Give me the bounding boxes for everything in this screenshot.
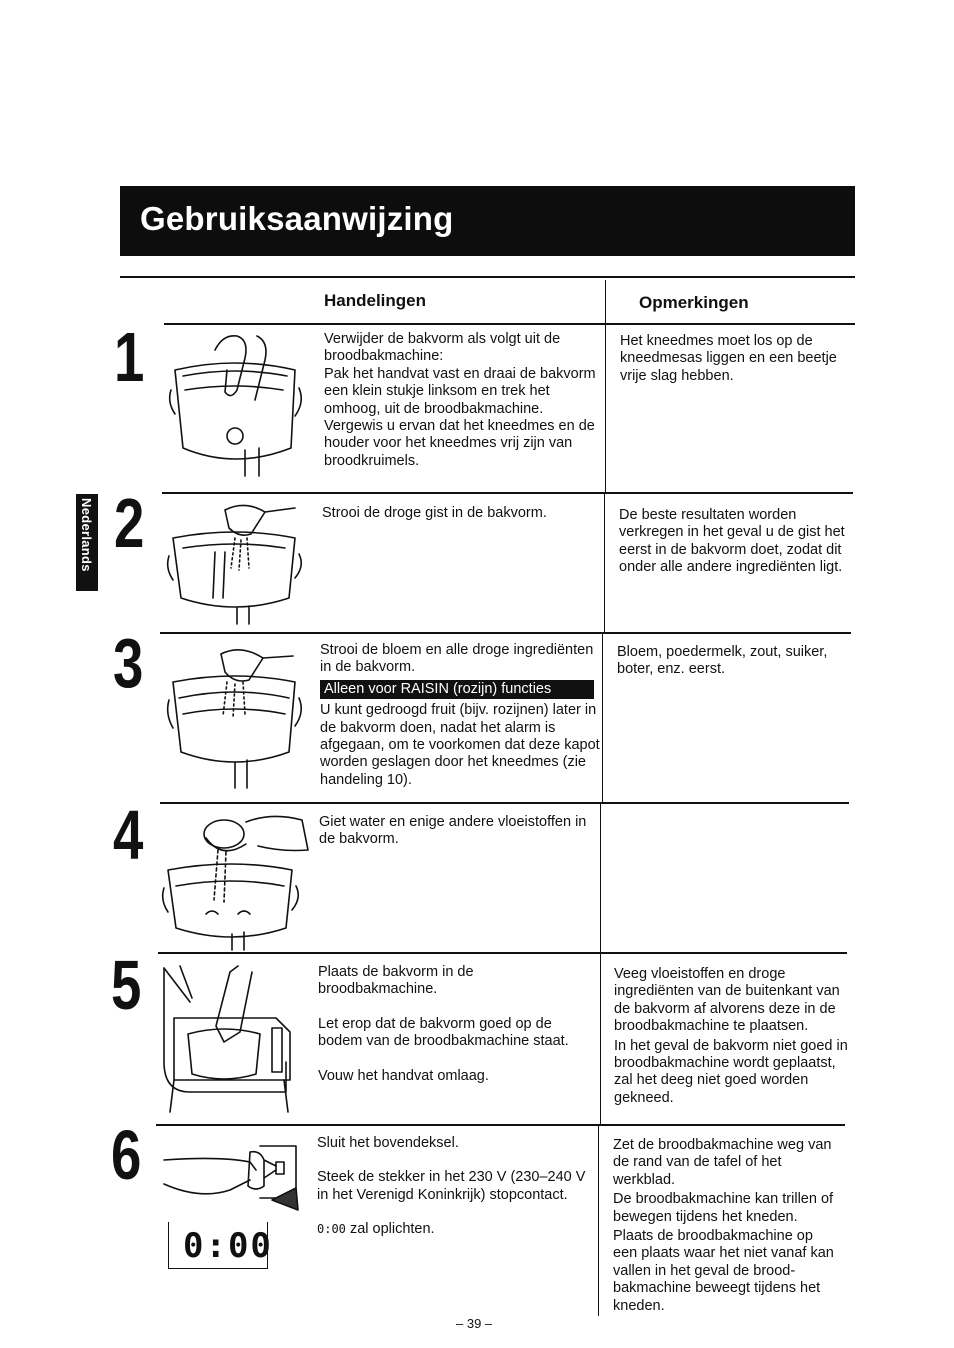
- note-text: Bloem, poedermelk, zout, suiker, boter, enz. eerst.: [617, 644, 828, 678]
- note-text: In het geval de bakvorm niet goed in broodbakmachine wordt geplaatst, zal het deeg niet goed worden gekneed.: [614, 1037, 848, 1106]
- step-5-action: [318, 964, 596, 1085]
- column-divider: [598, 1126, 599, 1316]
- display-readout: [168, 1222, 273, 1269]
- language-tab: [76, 494, 98, 591]
- title-bar: [120, 186, 855, 256]
- yeast-pour-icon: [165, 498, 305, 626]
- header-rule: [120, 276, 855, 278]
- step-number: 6: [111, 1116, 142, 1194]
- note-text: De broodbakmachine kan trillen of bewegen tijdens het kneden.: [613, 1191, 834, 1225]
- column-divider: [600, 954, 601, 1126]
- step-1-action: [324, 331, 602, 470]
- action-text: Strooi de droge gist in de bakvorm.: [322, 505, 547, 521]
- action-text: Strooi de bloem en alle droge ingrediënten in de bakvorm.: [320, 642, 594, 676]
- bread-pan-lift-icon: [165, 330, 305, 480]
- action-text: Plaats de bakvorm in de broodbakmachine.: [318, 964, 474, 998]
- column-divider: [605, 280, 606, 494]
- plug-socket-icon: [160, 1140, 300, 1220]
- step-4-action: [319, 814, 597, 849]
- note-text: De beste resultaten worden verkregen in het geval u de gist het eerst in de bakvorm doet, zodat dit onder alle andere ingrediënten ligt.: [619, 507, 845, 576]
- water-pour-icon: [162, 810, 312, 950]
- display-readout-small: 0:00: [317, 1222, 346, 1237]
- pan-insert-icon: [160, 962, 300, 1114]
- step-6-note: [613, 1137, 839, 1315]
- step-2-note: [619, 507, 845, 577]
- page-number: – 39 –: [456, 1316, 493, 1331]
- action-text: Vouw het handvat omlaag.: [318, 1067, 489, 1084]
- step-6-action: [317, 1135, 595, 1239]
- flour-pour-icon: [165, 642, 305, 792]
- step-number: 1: [114, 318, 145, 396]
- note-text: Het kneedmes moet los op de kneedmesas liggen en een beetje vrije slag hebben.: [620, 333, 837, 384]
- action-text: Sluit het bovendeksel.: [317, 1135, 459, 1151]
- step-rule-2: [162, 492, 853, 494]
- note-text: Veeg vloeistoffen en droge ingrediënten van de buitenkant van de bakvorm af alvorens deze in de broodbakmachine te plaatsen.: [614, 966, 840, 1035]
- page-title: Gebruiksaanwijzing: [140, 200, 454, 237]
- action-text: U kunt gedroogd fruit (bijv. rozijnen) later in de bakvorm doen, nadat het alarm is afgegaan, om te voorkomen dat deze kapot worden geslagen door het kneedmes (zie handeling 10).: [320, 702, 600, 788]
- step-rule-5: [158, 952, 847, 954]
- step-1-note: [620, 333, 842, 385]
- step-rule-3: [160, 632, 851, 634]
- action-text: Let erop dat de bakvorm goed op de bodem van de broodbakmachine staat.: [318, 1015, 569, 1050]
- step-5-note: [614, 966, 854, 1107]
- note-text: Plaats de broodbakmachine op een plaats waar het niet vanaf kan vallen in het geval de brood-bakmachine beweegt tijdens het kneden.: [613, 1228, 834, 1314]
- step-number: 2: [114, 484, 145, 562]
- display-caption-line: [317, 1221, 595, 1238]
- step-3-action: [320, 642, 600, 789]
- display-readout-text: 0:00: [183, 1226, 273, 1266]
- step-rule-4: [160, 802, 849, 804]
- step-number: 4: [113, 796, 144, 874]
- step-2-action: [322, 505, 600, 522]
- step-rule-1: [164, 323, 855, 325]
- action-text: Vergewis u ervan dat het kneedmes en de houder voor het kneedmes vrij zijn van broodkruimels.: [324, 418, 595, 469]
- action-text: Giet water en enige andere vloeistoffen in de bakvorm.: [319, 814, 587, 848]
- note-text: Zet de broodbakmachine weg van de rand van de tafel of het werkblad.: [613, 1137, 832, 1188]
- column-heading-notes: Opmerkingen: [639, 293, 749, 312]
- action-text: Verwijder de bakvorm als volgt uit de broodbakmachine:: [324, 331, 561, 365]
- language-tab-label: Nederlands: [79, 498, 94, 572]
- display-caption: zal oplichten.: [349, 1221, 435, 1238]
- action-text: Pak het handvat vast en draai de bakvorm een klein stukje linksom en trek het omhoog, uit de broodbakmachine.: [324, 365, 596, 417]
- step-rule-6: [156, 1124, 845, 1126]
- step-number: 3: [113, 624, 144, 702]
- step-3-note: [617, 644, 839, 679]
- column-divider: [604, 494, 605, 634]
- action-text: Steek de stekker in het 230 V (230–240 V in het Verenigd Koninkrijk) stopcontact.: [317, 1169, 586, 1203]
- raisin-function-banner: Alleen voor RAISIN (rozijn) functies: [320, 680, 594, 699]
- column-divider: [602, 634, 603, 804]
- column-divider: [600, 804, 601, 954]
- step-number: 5: [111, 946, 142, 1024]
- column-heading-actions: Handelingen: [324, 291, 427, 310]
